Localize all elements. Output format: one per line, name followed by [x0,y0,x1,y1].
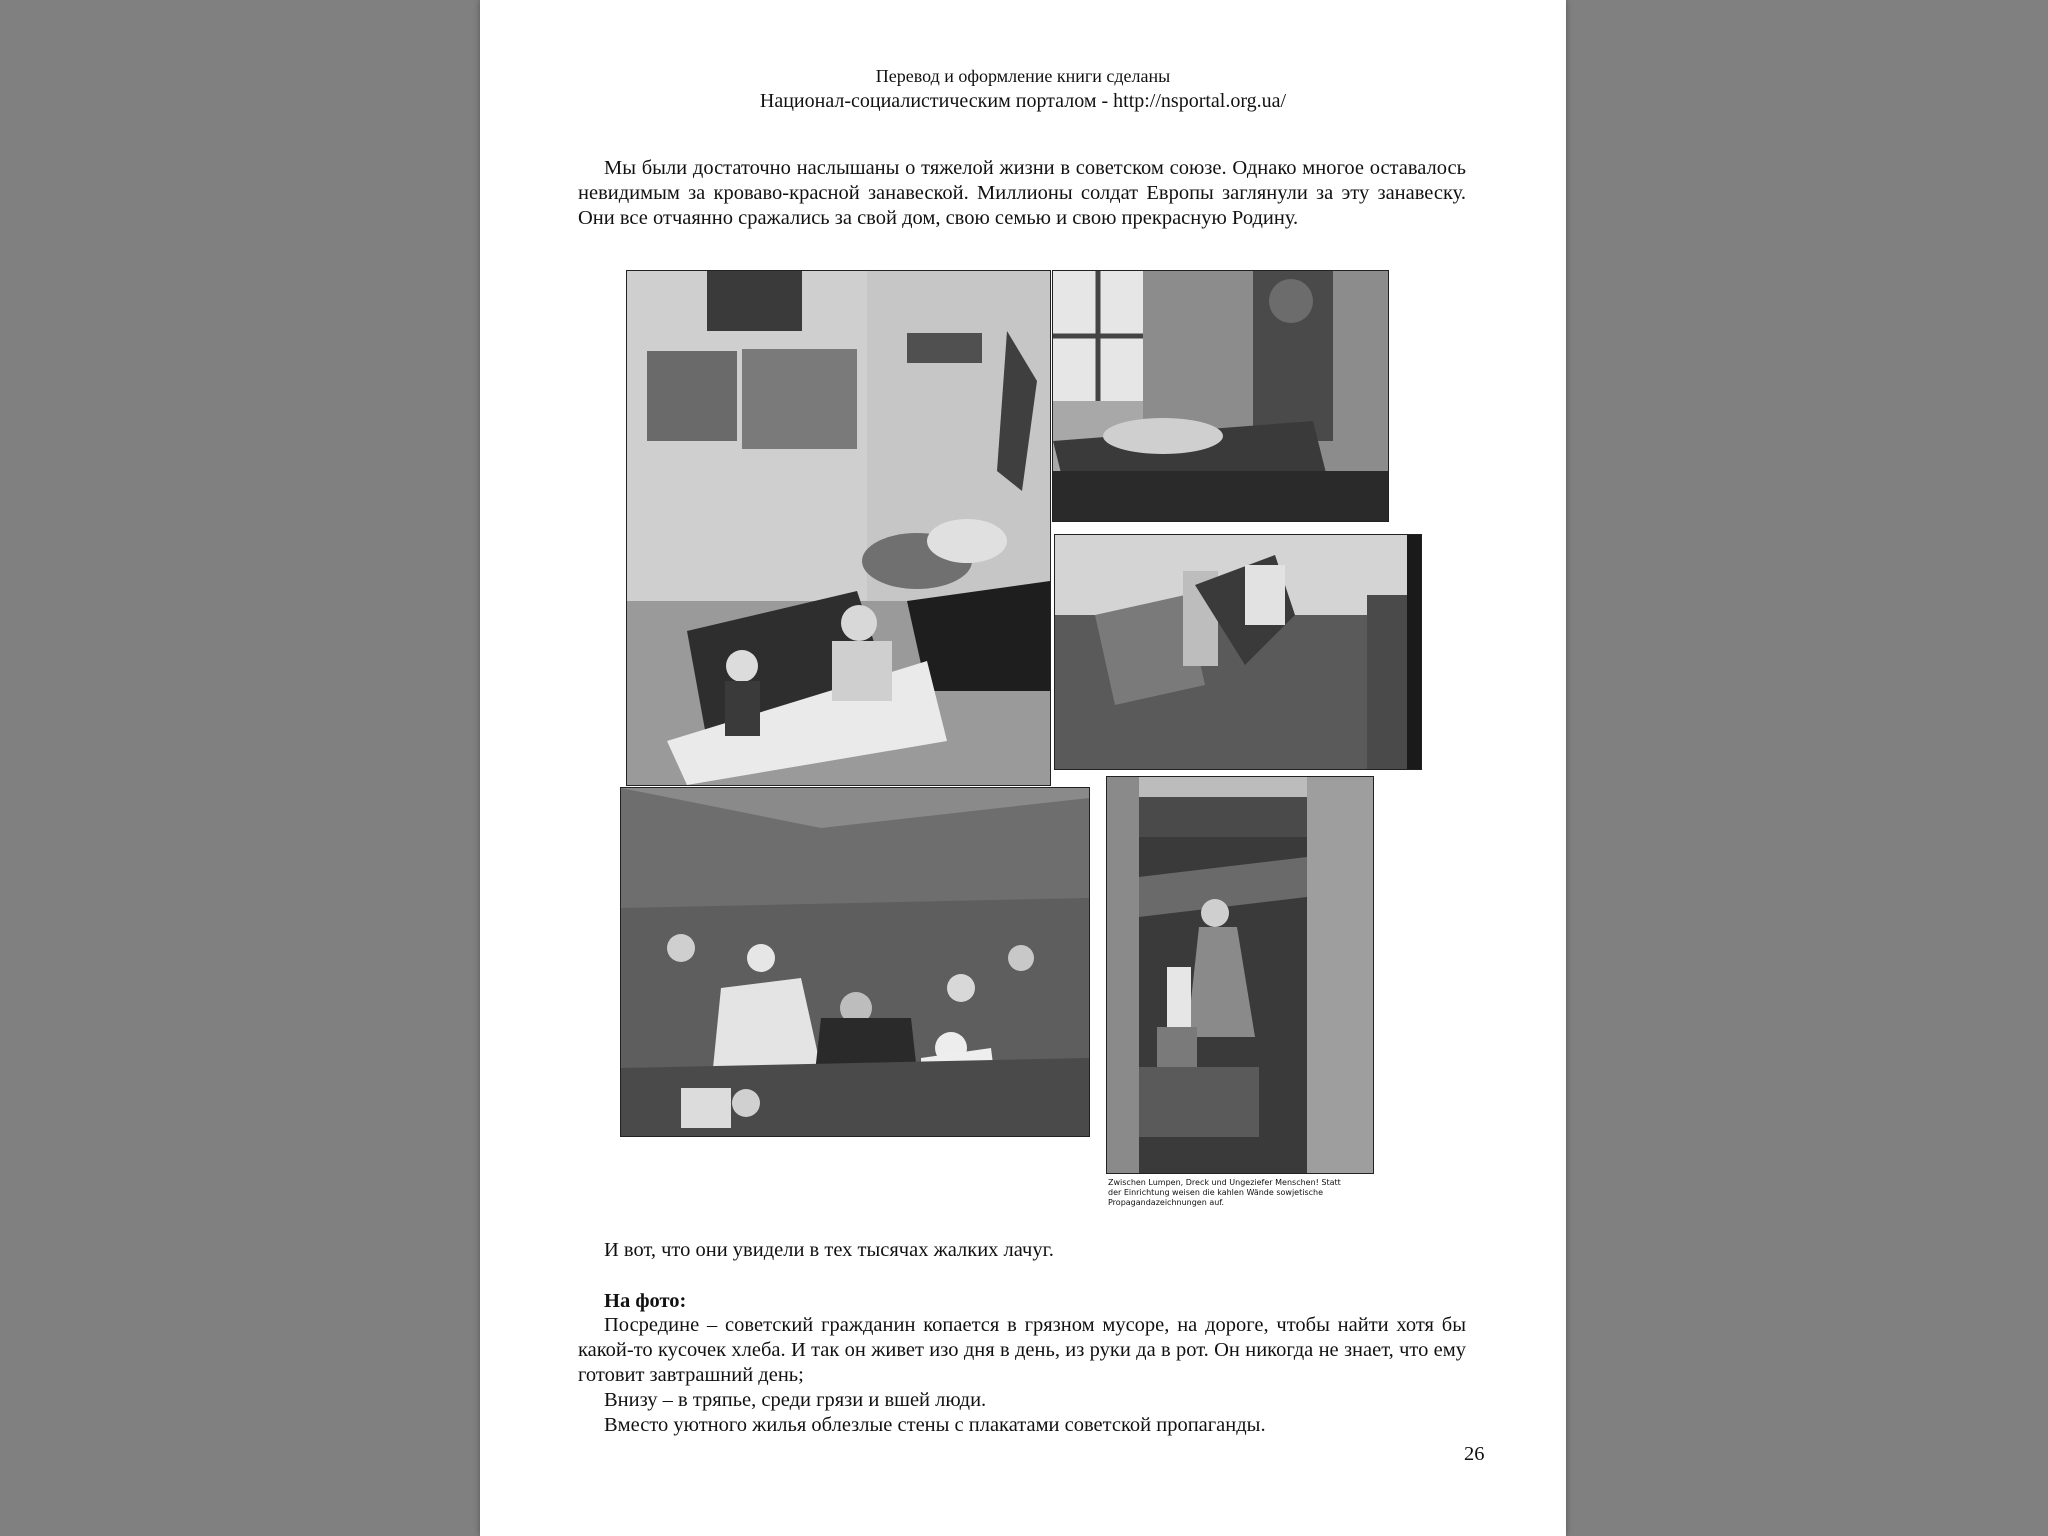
header-line-1: Перевод и оформление книги сделаны [875,66,1171,86]
photo-man-at-window [1052,270,1389,522]
intro-paragraph: Мы были достаточно наслышаны о тяжелой жизни в советском союзе. Однако многое оставалось невидимым за кроваво-красной занавеской. Миллионы солдат Европы заглянули за эту занавеску. Они все отчаянно сражались за свой дом, свою семью и свою прекрасную Родину. [578,157,1466,229]
caption-last: Вместо уютного жилья облезлые стены с плакатами советской пропаганды. [604,1414,1266,1436]
photo-woman-in-doorway [1106,776,1374,1174]
caption-bottom: Внизу – в тряпье, среди грязи и вшей люди. [604,1389,987,1411]
after-photos-text: И вот, что они увидели в тех тысячах жалких лачуг. [604,1239,1054,1261]
photo-printed-caption: Zwischen Lumpen, Dreck und Ungeziefer Menschen! Statt der Einrichtung weisen die kahlen Wände sowjetische Propagandazeichnungen auf. [1108,1178,1341,1207]
photo-crowd-in-rags [620,787,1090,1137]
photo-man-digging [1054,534,1422,770]
document-page [480,0,1566,1536]
header-line-2: Национал-социалистическим порталом - http://nsportal.org.ua/ [759,90,1287,112]
page-number: 26 [1464,1443,1485,1465]
photo-interior-children [626,270,1051,786]
caption-middle: Посредине – советский гражданин копается в грязном мусоре, на дороге, чтобы найти хотя бы какой-то кусочек хлеба. И так он живет изо дня в день, из руки да в рот. Он никогда не знает, что ему готовит завтрашний день; [578,1314,1466,1386]
captions-heading: На фото: [604,1290,687,1312]
